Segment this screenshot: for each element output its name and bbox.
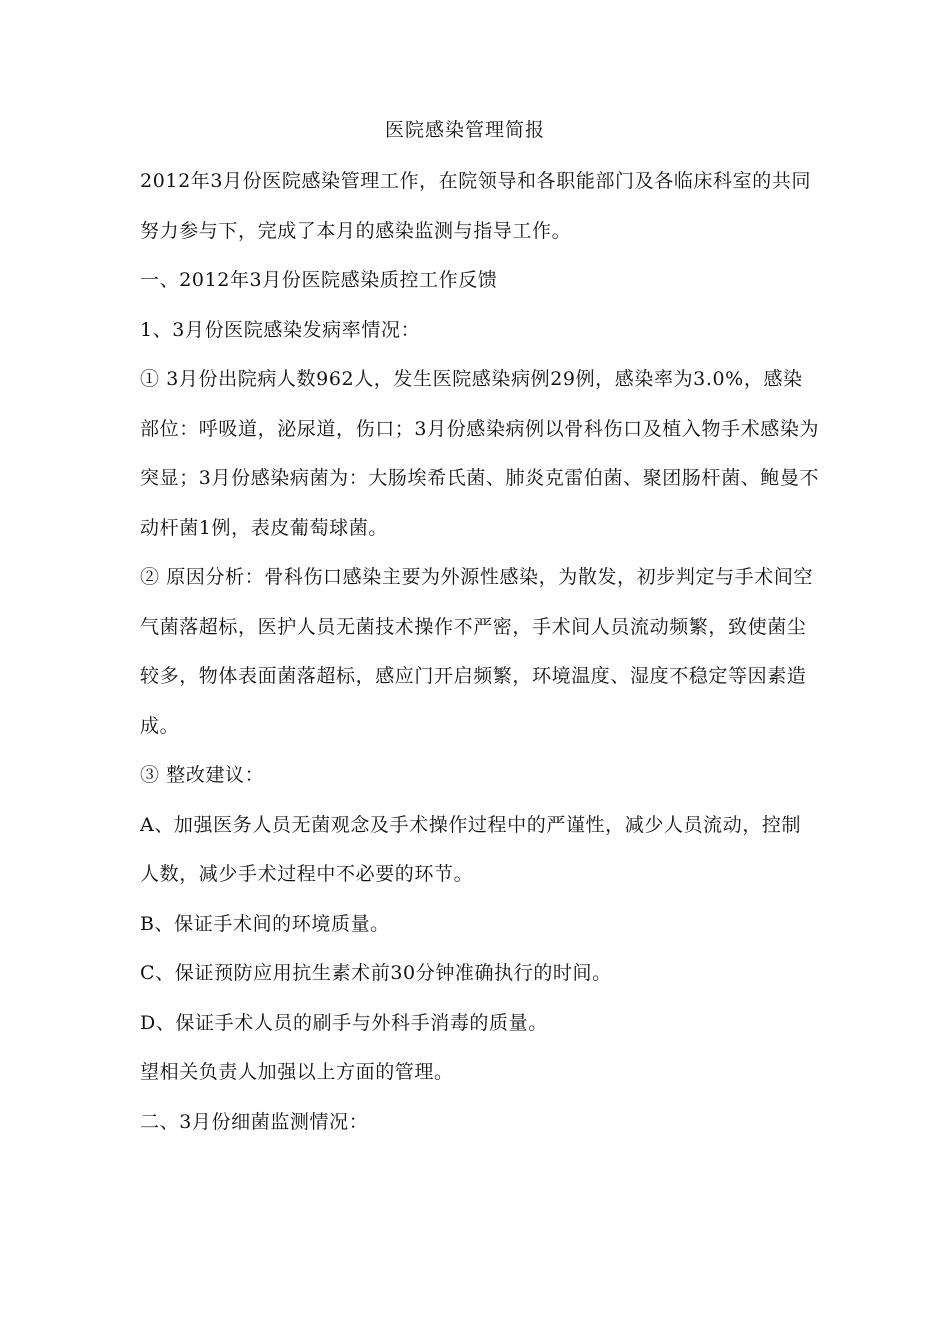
- suggestion-item-d: D、保证手术人员的刷手与外科手消毒的质量。: [140, 1011, 548, 1034]
- paragraph-cause-analysis: ② 原因分析：骨科伤口感染主要为外源性感染，为散发，初步判定与手术间空气菌落超标，医护人员无菌技术操作不严密，手术间人员流动频繁，致使菌尘较多，物体表面菌落超标，感应门开启频繁，环境温度、湿度不稳定等因素造成。: [140, 566, 814, 737]
- paragraph-suggestions-heading: ③ 整改建议：: [140, 764, 265, 786]
- subsection-heading-1-1: 1、3月份医院感染发病率情况：: [140, 318, 421, 341]
- suggestion-item-a: A、加强医务人员无菌观念及手术操作过程中的严谨性，减少人员流动，控制人数，减少手术过程中不必要的环节。: [140, 813, 802, 885]
- paragraph-closing-note: 望相关负责人加强以上方面的管理。: [140, 1061, 454, 1083]
- section-heading-2: 二、3月份细菌监测情况：: [140, 1110, 369, 1133]
- suggestion-item-b: B、保证手术间的环境质量。: [140, 912, 390, 935]
- suggestion-item-c: C、保证预防应用抗生素术前30分钟准确执行的时间。: [140, 962, 612, 984]
- document-title: 医院感染管理简报: [384, 119, 545, 141]
- section-heading-1: 一、2012年3月份医院感染质控工作反馈: [140, 269, 498, 291]
- paragraph-intro: 2012年3月份医院感染管理工作，在院领导和各职能部门及各临床科室的共同努力参与下，完成了本月的感染监测与指导工作。: [140, 170, 812, 242]
- paragraph-infection-rate: ① 3月份出院病人数962人，发生医院感染病例29例，感染率为3.0%，感染部位：呼吸道，泌尿道，伤口；3月份感染病例以骨科伤口及植入物手术感染为突显；3月份感染病菌为：大肠埃希氏菌、肺炎克雷伯菌、聚团肠杆菌、鲍曼不动杆菌1例，表皮葡萄球菌。: [140, 368, 820, 539]
- document-body: [140, 157, 820, 1147]
